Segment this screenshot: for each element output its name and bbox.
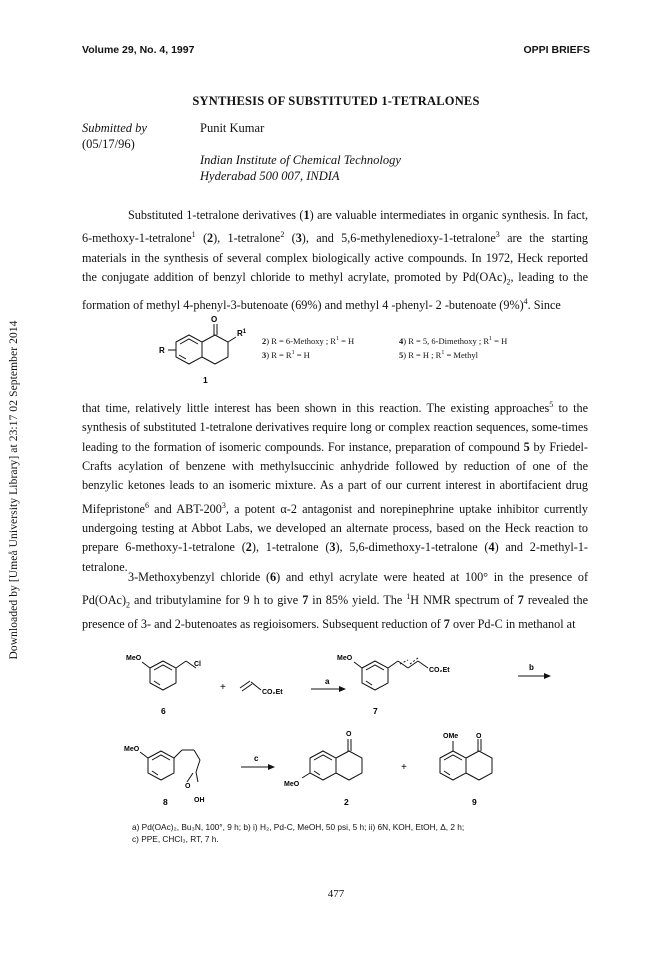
submission-date: (05/17/96) xyxy=(82,137,135,151)
arrow-b-label: b xyxy=(529,663,534,672)
structure-r-label: R xyxy=(159,346,165,355)
page-number: 477 xyxy=(327,888,345,900)
structure-o-label: O xyxy=(211,315,218,324)
submitted-by-label: Submitted by xyxy=(82,121,147,135)
compound-7-meo: MeO xyxy=(337,655,353,662)
header-volume: Volume 29, No. 4, 1997 xyxy=(82,44,195,56)
compound-7-co2et: CO₂Et xyxy=(429,667,450,674)
compound-9-o: O xyxy=(476,733,482,740)
compound-1-label: 1 xyxy=(203,375,208,385)
arrow-c-label: c xyxy=(254,754,259,763)
acrylate-co2et: CO₂Et xyxy=(262,689,283,696)
substituent-line-4: 4) R = 5, 6-Dimethoxy ; $R^1 = H$ xyxy=(399,336,508,346)
compound-8-meo: MeO xyxy=(124,746,140,753)
footnote-line-1: a) Pd(OAc)₂, Bu₃N, 100°, 9 h; b) i) H₂, Pd-C, MeOH, 50 psi, 5 h; ii) 6N, KOH, EtOH, Δ, 2 h; xyxy=(132,822,465,832)
compound-2-meo: MeO xyxy=(284,781,300,788)
plus-sign-2: + xyxy=(401,762,407,773)
compound-8-oh: OH xyxy=(194,797,205,804)
compound-8-o: O xyxy=(185,783,191,790)
paragraph-3: 3-Methoxybenzyl chloride (6) and ethyl acrylate were heated at 100° in the presence of $Pd(OAc)_2$ and tributylamine for 9 h to give 7 in 85% yield. The $^1$H NMR spectrum of 7 revealed the presence of 3- and 2-butenoates as regioisomers. Subsequent reduction of 7 over Pd-C in methanol at xyxy=(82,570,589,632)
header-section: OPPI BRIEFS xyxy=(523,44,590,56)
compound-6-meo: MeO xyxy=(126,655,142,662)
substituent-line-5: 5) R = H ; $R^1$ = Methyl xyxy=(399,350,478,360)
compound-7-label: 7 xyxy=(373,706,378,716)
compound-2-o: O xyxy=(346,731,352,738)
paragraph-1: Substituted 1-tetralone derivatives (1) are valuable intermediates in organic synthesis. In fact, 6-methoxy-1-tetralone$^1$ (2), 1-tetralone$^2$ (3), and 5,6-methylenedioxy-1-tetralone$^3$ are the starting materials in the synthesis of several complex biologically active compounds. In 1972, Heck reported the conjugate addition of benzyl chloride to methyl acrylate, promoted by $Pd(OAc)_2$, leading to the formation of methyl 4-phenyl-3-butenoate (69%) and methyl 4 -phenyl- 2 -butenoate $(9\%)^4$. Since xyxy=(82,208,589,312)
compound-9-label: 9 xyxy=(472,797,477,807)
compound-6-cl: Cl xyxy=(194,661,201,668)
structure-r1-label: $R^1$ xyxy=(237,329,247,338)
compound-2-label: 2 xyxy=(344,797,349,807)
compound-6-label: 6 xyxy=(161,706,166,716)
substituent-line-3: 3) $R = R^1 = H$ xyxy=(262,350,310,360)
paragraph-2: that time, relatively little interest has been shown in this reaction. The existing approaches$^5$ to the synthesis of substituted 1-tetralone derivatives require long or complex reaction sequences, some-times leading to the formation of isomeric compounds. For instance, preparation of compound 5 by Friedel-Crafts acylation of benzene with methylsuccinic anhydride followed by reduction of one of the benzylic ketones leads to an isomeric mixture. As a part of our current interest in abortifacient drug Mifepristone$^6$ and ABT-$200^3$, a potent α-2 antagonist and norepinephrine uptake inhibitor currently undergoing testing at Abbot Labs, we developed an alternate process, based on the Heck reaction to prepare 6-methoxy-1-tetralone (2), 1-tetralone (3), 5,6-dimethoxy-1-tetralone (4) and 2-methyl-1-tetralone. xyxy=(82,400,588,574)
download-note-text: Downloaded by [Umeå University Library] at 23:17 02 September 2014 xyxy=(8,320,20,660)
compound-8-label: 8 xyxy=(163,797,168,807)
author-name: Punit Kumar xyxy=(200,121,265,135)
arrow-a-label: a xyxy=(325,677,330,686)
compound-9-ome: OMe xyxy=(443,733,459,740)
article-title: SYNTHESIS OF SUBSTITUTED 1-TETRALONES xyxy=(192,94,480,108)
substituent-line-2: 2) R = 6-Methoxy ; $R^1 = H$ xyxy=(262,336,355,346)
footnote-line-2: c) PPE, CHCl₃, RT, 7 h. xyxy=(132,833,219,844)
affiliation-line-1: Indian Institute of Chemical Technology xyxy=(200,153,401,167)
affiliation-line-2: Hyderabad 500 007, INDIA xyxy=(200,169,340,183)
reaction-conditions-footnote xyxy=(132,822,552,845)
plus-sign-1: + xyxy=(220,682,226,693)
